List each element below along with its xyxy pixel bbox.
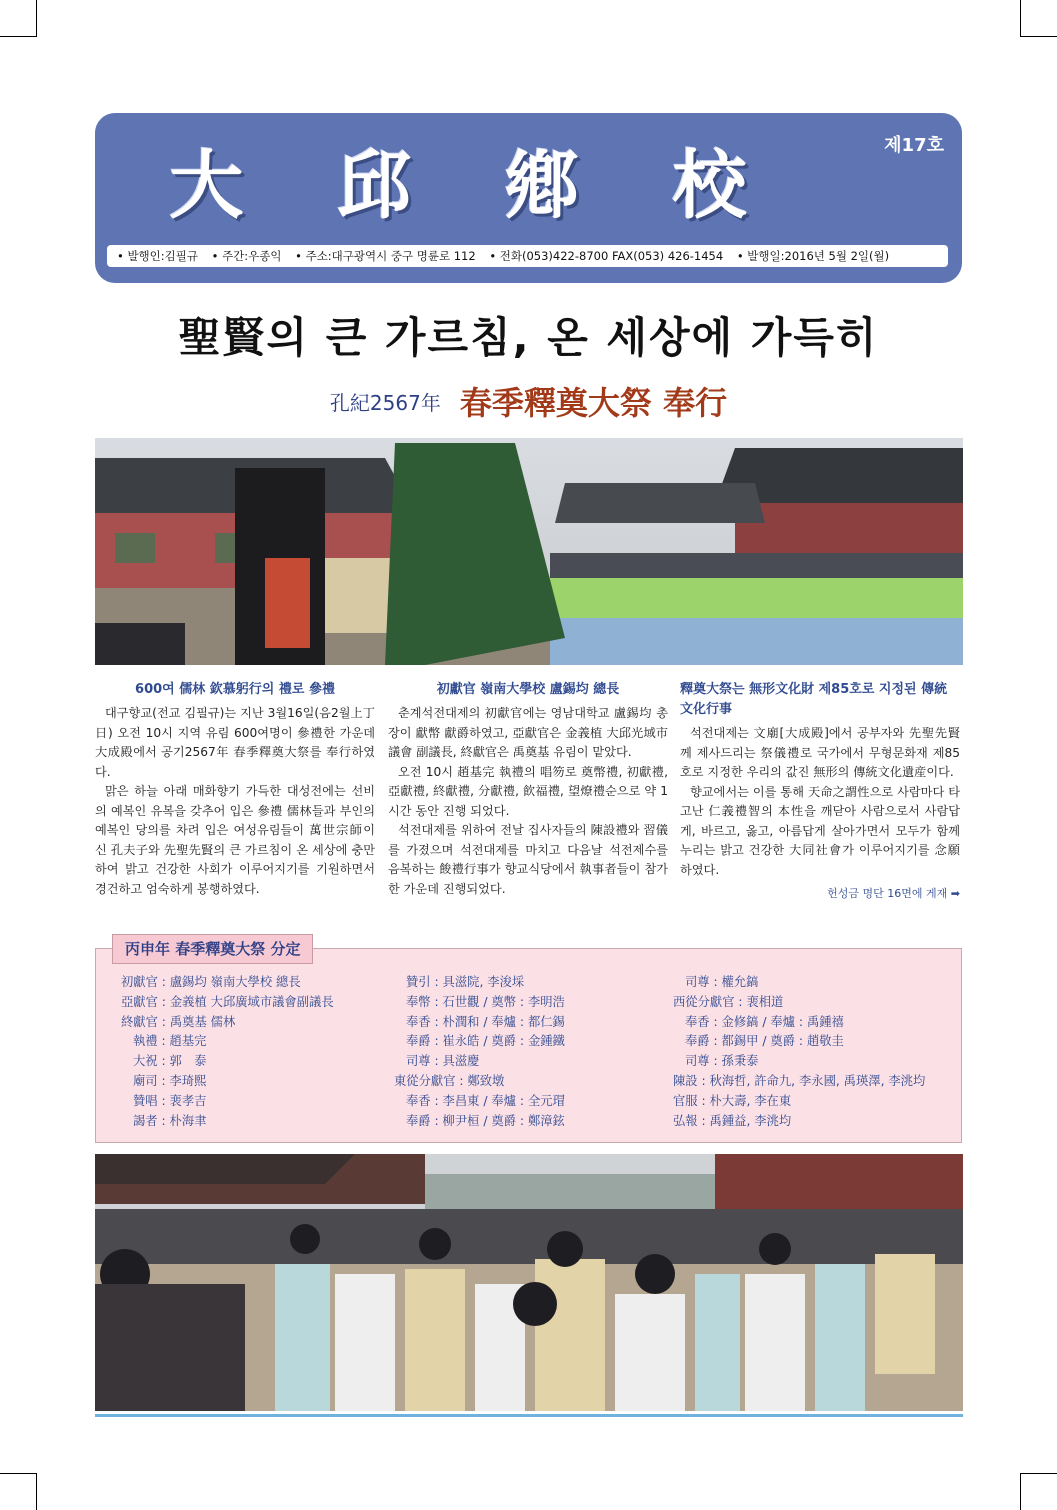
subheadline	[95, 378, 962, 424]
crop-mark-bottom-right	[1020, 1473, 1057, 1510]
roster-entry: 奉幣 : 石世觀 / 奠幣 : 李明浩	[406, 994, 565, 1009]
roster-entry: 官服 : 朴大壽, 李在東	[673, 1093, 792, 1108]
issue-number: 제17호	[884, 135, 944, 156]
article-column-3	[680, 680, 960, 904]
article-1-paragraph-2: 맑은 하늘 아래 매화향기 가득한 대성전에는 선비의 예복인 유복을 갖추어 입은 參禮 儒林들과 부인의 예복인 당의를 차려 입은 여성유림들이 萬世宗師이신 孔夫子와 先聖先賢의 큰 가르침이 온 세상에 충만하여 밝고 건강한 사회가 이루어지기를 기원하면서 경건하고 엄숙하게 봉행하였다.	[95, 784, 375, 896]
roster-entry: 奉爵 : 崔永皓 / 奠爵 : 金鍾鐵	[406, 1034, 565, 1049]
crop-mark-bottom-left	[0, 1473, 37, 1510]
subheadline-year: 孔紀2567年	[329, 390, 441, 415]
roster-entry: 奉爵 : 都錫甲 / 奠爵 : 趙敬圭	[685, 1034, 844, 1049]
roster-entry: 奉香 : 朴潤和 / 奉爐 : 都仁錫	[406, 1014, 565, 1029]
article-column-2	[388, 680, 668, 899]
editor: • 주간:우종익	[211, 249, 282, 263]
roster-entry: 司尊 : 權允鎬	[685, 975, 759, 989]
phone-fax: • 전화(053)422-8700 FAX(053) 426-1454	[489, 249, 724, 263]
roster-column-2	[394, 973, 565, 1131]
main-headline: 聖賢의 큰 가르침, 온 세상에 가득히	[178, 313, 879, 362]
publisher: • 발행인:김필규	[117, 249, 198, 263]
roster-entry: 陳設 : 秋海哲, 許命九, 李永國, 禹瑛澤, 李洮均	[673, 1073, 926, 1088]
roster-entry: 西從分獻官 : 裵相道	[673, 994, 784, 1009]
donor-list-note: 헌성금 명단 16면에 게재 ➡	[827, 887, 960, 900]
publication-info-bar	[107, 245, 948, 267]
roster-entry: 終獻官 : 禹奠基 儒林	[121, 1014, 236, 1029]
roster-entry: 謁者 : 朴海聿	[133, 1113, 207, 1128]
article-3-paragraph-2: 향교에서는 이를 통해 天命之謂性으로 사람마다 타고난 仁義禮智의 本性을 깨닫아 사람으로서 사람답게, 바르고, 옳고, 아름답게 살아가면서 모두가 함께 누리는 밝고 건강한 大同社會가 이루어지기를 念願하였다.	[680, 784, 960, 877]
article-1-title: 600여 儒林 欽慕躬行의 禮로 參禮	[135, 682, 335, 697]
roster-entry: 奉爵 : 柳尹桓 / 奠爵 : 鄭漳鉉	[406, 1113, 565, 1128]
roster-entry: 奉香 : 李昌東 / 奉爐 : 全元瑁	[406, 1093, 565, 1108]
roster-entry: 贊唱 : 裵孝吉	[133, 1093, 207, 1108]
article-2-title: 初獻官 嶺南大學校 盧錫均 總長	[436, 682, 620, 697]
roster-entry: 廟司 : 李琦熙	[133, 1073, 207, 1088]
article-3-paragraph-1: 석전대제는 文廟[大成殿]에서 공부자와 先聖先賢께 제사드리는 祭儀禮로 국가에서 무형문화재 제85호로 지정한 우리의 값진 無形의 傳統文化遺産이다.	[680, 726, 960, 779]
address: • 주소:대구광역시 중구 명륜로 112	[295, 249, 476, 263]
article-column-1	[95, 680, 375, 899]
article-2-paragraph-1: 춘계석전대제의 初獻官에는 영남대학교 盧錫均 총장이 獻幣 獻爵하였고, 亞獻官은 金義植 大邱光域市議會 副議長, 終獻官은 禹奠基 유림이 맡았다.	[388, 706, 668, 759]
masthead	[95, 113, 962, 283]
subheadline-event: 春季釋奠大祭 奉行	[459, 384, 728, 422]
roster-entry: 弘報 : 禹鍾益, 李洮均	[673, 1113, 792, 1128]
bottom-rule	[95, 1414, 963, 1417]
roster-title: 丙申年 春季釋奠大祭 分定	[112, 934, 313, 964]
roster-entry: 司尊 : 具滋慶	[406, 1054, 480, 1069]
roster-entry: 贊引 : 具滋院, 李浚埰	[406, 975, 525, 989]
article-2-paragraph-3: 석전대제를 위하여 전날 집사자들의 陳設禮와 習儀를 가졌으며 석전대제를 마치고 다음날 석전제수를 음복하는 餕禮行事가 향교식당에서 執事者들이 참가한 가운데 진행되었다.	[388, 823, 668, 896]
roster-column-1	[121, 973, 334, 1131]
publish-date: • 발행일:2016년 5월 2일(월)	[736, 249, 890, 263]
roster-entry: 執禮 : 趙基完	[133, 1034, 207, 1049]
masthead-title: 大 邱 鄕 校	[169, 143, 781, 229]
crop-mark-top-right	[1020, 0, 1057, 37]
ceremony-roster-box	[95, 940, 962, 1143]
roster-entry: 奉香 : 金修鎬 / 奉爐 : 禹鍾禧	[685, 1014, 844, 1029]
roster-entry: 司尊 : 孫秉泰	[685, 1054, 759, 1069]
crop-mark-top-left	[0, 0, 37, 37]
roster-entry: 亞獻官 : 金義植 大邱廣域市議會副議長	[121, 994, 334, 1009]
roster-column-3	[673, 973, 925, 1131]
article-1-paragraph-1: 대구향교(전교 김필규)는 지난 3월16일(음2월上丁日) 오전 10시 지역 유림 600여명이 參禮한 가운데 大成殿에서 공기2567年 春季釋奠大祭를 奉行하였다.	[95, 706, 375, 779]
article-3-title: 釋奠大祭는 無形文化財 제85호로 지정된 傳統文化行事	[680, 682, 948, 717]
article-2-paragraph-2: 오전 10시 趙基完 執禮의 唱笏로 奠幣禮, 初獻禮, 亞獻禮, 終獻禮, 分獻禮, 飮福禮, 望燎禮순으로 약 1시간 동안 진행 되었다.	[388, 764, 668, 818]
ceremony-photo-bottom	[95, 1154, 963, 1411]
roster-entry: 大祝 : 郭 泰	[133, 1054, 207, 1069]
ceremony-photo-top	[95, 438, 963, 665]
roster-entry: 東從分獻官 : 鄭致墩	[394, 1073, 505, 1088]
roster-entry: 初獻官 : 盧錫均 嶺南大學校 總長	[121, 975, 301, 989]
